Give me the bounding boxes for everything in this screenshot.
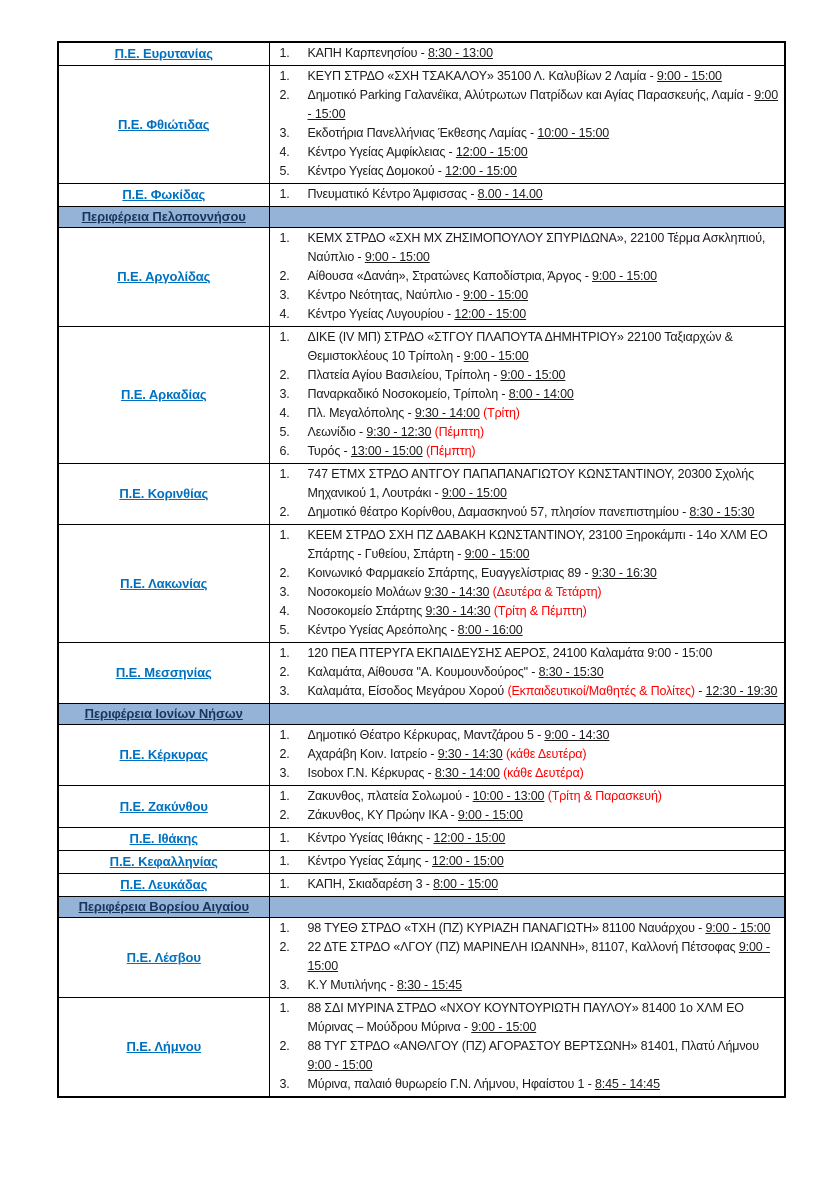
list-item	[278, 503, 779, 522]
list-item	[278, 583, 779, 602]
time-range: 9:00 - 15:00	[463, 288, 529, 302]
items-cell	[269, 464, 785, 525]
item-text-segment: Ζακυνθος, πλατεία Σολωμού -	[307, 789, 473, 803]
item-text-segment: Δημοτικό Parking Γαλανέϊκα, Αλύτρωτων Πατρίδων και Αγίας Παρασκευής, Λαμία -	[307, 88, 755, 102]
items-cell	[269, 66, 785, 184]
item-text	[308, 976, 779, 995]
region-link[interactable]: Π.Ε. Κορινθίας	[119, 486, 209, 501]
item-number: 1.	[279, 46, 290, 60]
time-range: 8:45 - 14:45	[594, 1077, 660, 1091]
region-link[interactable]: Π.Ε. Κέρκυρας	[119, 747, 208, 762]
time-range: 12:00 - 15:00	[454, 307, 527, 321]
region-link[interactable]: Π.Ε. Λακωνίας	[120, 575, 208, 591]
item-text-segment: Κέντρο Υγείας Ιθάκης -	[307, 831, 434, 845]
time-range: 12:00 - 15:00	[445, 164, 517, 178]
item-number: 4.	[279, 145, 290, 159]
item-text-segment: Αχαράβη Κοιν. Ιατρείο -	[307, 747, 438, 761]
item-text-segment: Κέντρο Υγείας Αμφίκλειας -	[307, 145, 456, 159]
item-number: 1.	[279, 69, 290, 83]
item-text	[308, 682, 779, 701]
item-number: 1.	[279, 789, 290, 803]
item-number: 2.	[279, 808, 290, 822]
item-text-segment: 88 ΣΔΙ ΜΥΡΙΝΑ ΣΤΡΔΟ «ΝΧΟΥ ΚΟΥΝΤΟΥΡΙΩΤΗ ΠΑΥΛΟΥ» 81400 1ο ΧΛΜ ΕΟ Μύρινας – Μούδρου Μύρινα -	[307, 1001, 744, 1034]
time-range: 9:00 - 15:00	[307, 1058, 373, 1072]
item-number: 2.	[279, 368, 290, 382]
item-number: 1.	[279, 646, 290, 660]
list-item	[278, 366, 779, 385]
time-range: 13:00 - 15:00	[350, 444, 423, 458]
region-link[interactable]: Π.Ε. Φωκίδας	[122, 187, 206, 202]
item-number: 2.	[279, 269, 290, 283]
day-note: (Δευτέρα & Τετάρτη)	[492, 585, 602, 599]
region-cell	[58, 184, 269, 207]
list-item	[278, 44, 779, 63]
time-range: 10:00 - 13:00	[472, 789, 545, 803]
region-cell	[58, 464, 269, 525]
item-number: 2.	[279, 747, 290, 761]
item-text	[308, 404, 779, 423]
item-number: 3.	[279, 387, 290, 401]
item-number: 3.	[279, 1077, 290, 1091]
time-range: 9:00 - 15:00	[592, 269, 657, 283]
time-range: 8:30 - 15:45	[397, 978, 462, 992]
list-item	[278, 267, 779, 286]
list-item	[278, 787, 779, 806]
list-item	[278, 385, 779, 404]
item-text	[308, 1037, 779, 1075]
item-text-segment: Μύρινα, παλαιό θυρωρείο Γ.Ν. Λήμνου, Ηφαίστου 1 -	[307, 1077, 595, 1091]
list-item	[278, 305, 779, 324]
item-text	[308, 764, 779, 783]
item-number: 2.	[279, 1039, 290, 1053]
list-item	[278, 143, 779, 162]
item-text	[308, 67, 779, 86]
list-item	[278, 829, 779, 848]
time-range: 8:30 - 14:00	[434, 766, 500, 780]
item-text	[308, 162, 779, 181]
region-link[interactable]: Π.Ε. Ιθάκης	[129, 831, 198, 846]
time-range: 8:30 - 15:30	[538, 665, 604, 679]
item-text	[308, 328, 779, 366]
item-number: 3.	[279, 585, 290, 599]
region-link[interactable]: Π.Ε. Αρκαδίας	[120, 387, 207, 402]
item-text	[308, 663, 779, 682]
day-note: (Τρίτη & Πέμπτη)	[493, 604, 587, 618]
section-row-filler	[269, 207, 785, 228]
table-row	[58, 874, 785, 897]
item-text-segment: Αίθουσα «Δανάη», Στρατώνες Καποδίστρια, Άργος -	[307, 269, 593, 283]
time-range: 9:30 - 14:30	[437, 747, 503, 761]
time-range: 9:00 - 15:00	[364, 250, 430, 264]
list-item	[278, 229, 779, 267]
item-text	[308, 366, 779, 385]
region-cell	[58, 327, 269, 464]
list-item	[278, 682, 779, 701]
list-item	[278, 162, 779, 181]
item-text-segment: -	[694, 684, 706, 698]
list-item	[278, 663, 779, 682]
item-text-segment: Πλ. Μεγαλόπολης -	[307, 406, 415, 420]
time-range: 9:00 - 15:00	[441, 486, 507, 500]
item-number: 6.	[279, 444, 290, 458]
item-text-segment: Καλαμάτα, Αίθουσα "Α. Κουμουνδούρος" -	[307, 665, 539, 679]
time-range: 9:00 - 15:00	[307, 940, 770, 973]
item-text	[308, 745, 779, 764]
item-text	[308, 602, 779, 621]
item-text	[308, 787, 779, 806]
item-text-segment: ΚΕΜΧ ΣΤΡΔΟ «ΣΧΗ ΜΧ ΖΗΣΙΜΟΠΟΥΛΟΥ ΣΠΥΡΙΔΩΝΑ», 22100 Τέρμα Ασκληπιού, Ναύπλιο -	[307, 231, 766, 264]
item-text-segment: Κέντρο Υγείας Σάμης -	[307, 854, 432, 868]
time-range: 12:00 - 15:00	[433, 831, 506, 845]
item-text-segment: Νοσοκομείο Μολάων	[307, 585, 425, 599]
time-range: 8:00 - 15:00	[433, 877, 498, 891]
item-text	[308, 503, 779, 522]
day-note: (Τρίτη)	[483, 406, 520, 420]
time-range: 8.00 - 14.00	[477, 187, 543, 201]
item-text	[308, 852, 779, 871]
item-text-segment: ΚΕΥΠ ΣΤΡΔΟ «ΣΧΗ ΤΣΑΚΑΛΟΥ» 35100 Λ. Καλυβίων 2 Λαμία -	[307, 69, 657, 83]
item-number: 4.	[279, 406, 290, 420]
item-text	[308, 919, 779, 938]
item-text-segment: ΚΑΠΗ, Σκιαδαρέση 3 -	[307, 877, 434, 891]
day-note: (Τρίτη & Παρασκευή)	[547, 789, 662, 803]
time-range: 8:30 - 13:00	[427, 46, 493, 60]
list-item	[278, 465, 779, 503]
day-note: (κάθε Δευτέρα)	[503, 766, 584, 780]
table-row	[58, 66, 785, 184]
section-row-filler	[269, 704, 785, 725]
item-number: 4.	[279, 604, 290, 618]
item-text	[308, 564, 779, 583]
region-cell	[58, 66, 269, 184]
item-number: 2.	[279, 505, 290, 519]
time-range: 9:30 - 16:30	[591, 566, 657, 580]
region-cell	[58, 851, 269, 874]
item-text	[308, 229, 779, 267]
region-cell	[58, 874, 269, 897]
item-text	[308, 385, 779, 404]
item-number: 3.	[279, 126, 290, 140]
time-range: 9:30 - 14:30	[424, 585, 490, 599]
item-text-segment: 747 ΕΤΜΧ ΣΤΡΔΟ ΑΝΤΓΟΥ ΠΑΠΑΠΑΝΑΓΙΩΤΟΥ ΚΩΝΣΤΑΝΤΙΝΟΥ, 20300 Σχολής Μηχανικού 1, Λουτράκι -	[307, 467, 754, 500]
list-item	[278, 745, 779, 764]
item-text-segment: Κέντρο Υγείας Λυγουρίου -	[307, 307, 455, 321]
region-link[interactable]: Π.Ε. Ζακύνθου	[119, 798, 208, 814]
item-text-segment: Κέντρο Υγείας Δομοκού -	[307, 164, 446, 178]
list-item	[278, 764, 779, 783]
list-item	[278, 328, 779, 366]
item-text-segment: Τυρός -	[307, 444, 351, 458]
item-number: 2.	[279, 665, 290, 679]
item-number: 1.	[279, 528, 290, 542]
time-range: 9:00 - 15:00	[500, 368, 566, 382]
items-cell	[269, 42, 785, 66]
item-text-segment: Παναρκαδικό Νοσοκομείο, Τρίπολη -	[307, 387, 509, 401]
table-row	[58, 918, 785, 998]
region-schedule-table	[57, 41, 786, 1098]
list-item	[278, 602, 779, 621]
list-item	[278, 564, 779, 583]
time-range: 12:30 - 19:30	[705, 684, 778, 698]
item-number: 3.	[279, 684, 290, 698]
list-item	[278, 938, 779, 976]
table-row	[58, 643, 785, 704]
section-row	[58, 897, 785, 918]
list-item	[278, 124, 779, 143]
item-text-segment: Δημοτικό θέατρο Κορίνθου, Δαμασκηνού 57, πλησίον πανεπιστημίου -	[307, 505, 690, 519]
list-item	[278, 875, 779, 894]
item-number: 3.	[279, 288, 290, 302]
table-row	[58, 228, 785, 327]
items-cell	[269, 828, 785, 851]
item-text	[308, 267, 779, 286]
item-number: 5.	[279, 425, 290, 439]
time-range: 9:00 - 15:00	[471, 1020, 537, 1034]
item-text	[308, 286, 779, 305]
table-row	[58, 42, 785, 66]
section-row	[58, 704, 785, 725]
list-item	[278, 67, 779, 86]
item-text-segment: Κ.Υ Μυτιλήνης -	[307, 978, 397, 992]
item-number: 1.	[279, 854, 290, 868]
items-cell	[269, 851, 785, 874]
section-cell	[58, 704, 269, 725]
item-number: 1.	[279, 831, 290, 845]
region-cell	[58, 228, 269, 327]
items-cell	[269, 643, 785, 704]
list-item	[278, 852, 779, 871]
time-range: 9:30 - 14:30	[425, 604, 491, 618]
list-item	[278, 442, 779, 461]
region-cell	[58, 998, 269, 1098]
list-item	[278, 806, 779, 825]
list-item	[278, 999, 779, 1037]
day-note: (κάθε Δευτέρα)	[505, 747, 587, 761]
item-text	[308, 999, 779, 1037]
item-text-segment: 120 ΠΕΑ ΠΤΕΡΥΓΑ ΕΚΠΑΙΔΕΥΣΗΣ ΑΕΡΟΣ, 24100 Καλαμάτα 9:00 - 15:00	[307, 646, 713, 660]
item-number: 1.	[279, 187, 290, 201]
item-text	[308, 465, 779, 503]
items-cell	[269, 918, 785, 998]
region-link[interactable]: Π.Ε. Αργολίδας	[117, 269, 211, 284]
list-item	[278, 726, 779, 745]
item-number: 1.	[279, 231, 290, 245]
time-range: 9:00 - 15:00	[307, 88, 778, 121]
item-text-segment: Πνευματικό Κέντρο Άμφισσας -	[307, 187, 478, 201]
list-item	[278, 644, 779, 663]
item-text-segment: Κέντρο Νεότητας, Ναύπλιο -	[307, 288, 464, 302]
section-label[interactable]: Περιφέρεια Πελοποννήσου	[81, 209, 246, 224]
item-number: 1.	[279, 728, 290, 742]
time-range: 12:00 - 15:00	[431, 854, 504, 868]
item-number: 1.	[279, 330, 290, 344]
item-text-segment: Εκδοτήρια Πανελλήνιας Έκθεσης Λαμίας -	[307, 126, 538, 140]
items-cell	[269, 228, 785, 327]
section-cell	[58, 207, 269, 228]
region-link[interactable]: Π.Ε. Ευρυτανίας	[114, 46, 213, 61]
list-item	[278, 1037, 779, 1075]
day-note: (Εκπαιδευτικοί/Μαθητές & Πολίτες)	[507, 684, 695, 698]
item-text	[308, 526, 779, 564]
item-number: 1.	[279, 467, 290, 481]
time-range: 10:00 - 15:00	[537, 126, 610, 140]
section-label[interactable]: Περιφέρεια Ιονίων Νήσων	[84, 706, 243, 721]
table-row	[58, 851, 785, 874]
region-cell	[58, 525, 269, 643]
item-text	[308, 44, 779, 63]
list-item	[278, 86, 779, 124]
item-text	[308, 644, 779, 663]
item-number: 1.	[279, 877, 290, 891]
item-number: 1.	[279, 1001, 290, 1015]
section-label[interactable]: Περιφέρεια Βορείου Αιγαίου	[78, 899, 249, 914]
table-row	[58, 828, 785, 851]
time-range: 9:30 - 12:30	[366, 425, 432, 439]
item-text-segment: Κοινωνικό Φαρμακείο Σπάρτης, Ευαγγελίστριας 89 -	[307, 566, 592, 580]
item-text-segment: 22 ΔΤΕ ΣΤΡΔΟ «ΛΓΟΥ (ΠΖ) ΜΑΡΙΝΕΛΗ ΙΩΑΝΝΗ», 81107, Καλλονή Πέτσοφας	[307, 940, 739, 954]
table-row	[58, 184, 785, 207]
item-text-segment: 98 ΤΥΕΘ ΣΤΡΔΟ «ΤΧΗ (ΠΖ) ΚΥΡΙΑΖΗ ΠΑΝΑΓΙΩΤΗ» 81100 Ναυάρχου -	[307, 921, 706, 935]
item-text-segment: ΚΕΕΜ ΣΤΡΔΟ ΣΧΗ ΠΖ ΔΑΒΑΚΗ ΚΩΝΣΤΑΝΤΙΝΟΥ, 23100 Ξηροκάμπι - 14ο ΧΛΜ ΕΟ Σπάρτης - Γυθείου, Σπάρτη -	[307, 528, 768, 561]
item-text	[308, 875, 779, 894]
time-range: 9:30 - 14:00	[414, 406, 480, 420]
item-number: 4.	[279, 307, 290, 321]
region-cell	[58, 828, 269, 851]
time-range: 9:00 - 15:00	[457, 808, 523, 822]
region-cell	[58, 42, 269, 66]
time-range: 9:00 - 15:00	[464, 547, 530, 561]
list-item	[278, 1075, 779, 1094]
item-text-segment: ΔΙΚΕ (IV ΜΠ) ΣΤΡΔΟ «ΣΤΓΟΥ ΠΛΑΠΟΥΤΑ ΔΗΜΗΤΡΙΟΥ» 22100 Ταξιαρχών & Θεμιστοκλέους 10 Τρίπολη -	[307, 330, 733, 363]
item-number: 5.	[279, 164, 290, 178]
table-row	[58, 327, 785, 464]
day-note: (Πέμπτη)	[434, 425, 485, 439]
region-link[interactable]: Π.Ε. Λευκάδας	[120, 877, 208, 892]
time-range: 8:00 - 14:00	[508, 387, 574, 401]
region-cell	[58, 786, 269, 828]
region-link[interactable]: Π.Ε. Κεφαλληνίας	[109, 854, 218, 869]
list-item	[278, 526, 779, 564]
item-text-segment: Κέντρο Υγείας Αρεόπολης -	[307, 623, 458, 637]
table-row	[58, 725, 785, 786]
item-text	[308, 185, 779, 204]
region-link[interactable]: Π.Ε. Μεσσηνίας	[115, 665, 212, 680]
item-text	[308, 829, 779, 848]
list-item	[278, 404, 779, 423]
region-link[interactable]: Π.Ε. Λήμνου	[126, 1039, 202, 1054]
item-number: 3.	[279, 766, 290, 780]
region-table-body	[58, 42, 785, 1097]
item-number: 2.	[279, 566, 290, 580]
region-link[interactable]: Π.Ε. Φθιώτιδας	[118, 116, 210, 132]
items-cell	[269, 786, 785, 828]
table-row	[58, 998, 785, 1098]
item-text-segment: ΚΑΠΗ Καρπενησίου -	[307, 46, 428, 60]
items-cell	[269, 874, 785, 897]
item-text	[308, 143, 779, 162]
item-text	[308, 583, 779, 602]
item-text-segment: Isobox Γ.Ν. Κέρκυρας -	[307, 766, 435, 780]
table-row	[58, 786, 785, 828]
items-cell	[269, 184, 785, 207]
item-text-segment: Δημοτικό Θέατρο Κέρκυρας, Μαντζάρου 5 -	[307, 728, 545, 742]
region-link[interactable]: Π.Ε. Λέσβου	[126, 949, 201, 965]
items-cell	[269, 525, 785, 643]
item-text	[308, 423, 779, 442]
time-range: 12:00 - 15:00	[455, 145, 528, 159]
item-text	[308, 124, 779, 143]
item-text	[308, 938, 779, 976]
item-text-segment: 88 ΤΥΓ ΣΤΡΔΟ «ΑΝΘΛΓΟΥ (ΠΖ) ΑΓΟΡΑΣΤΟΥ ΒΕΡΤΣΩΝΗ» 81401, Πλατύ Λήμνου	[307, 1039, 759, 1053]
region-cell	[58, 643, 269, 704]
list-item	[278, 185, 779, 204]
list-item	[278, 286, 779, 305]
time-range: 9:00 - 15:00	[656, 69, 722, 83]
region-cell	[58, 725, 269, 786]
list-item	[278, 423, 779, 442]
item-text	[308, 621, 779, 640]
item-text-segment: Νοσοκομείο Σπάρτης	[307, 604, 426, 618]
item-text	[308, 726, 779, 745]
list-item	[278, 621, 779, 640]
item-text	[308, 305, 779, 324]
item-number: 1.	[279, 921, 290, 935]
section-row-filler	[269, 897, 785, 918]
table-row	[58, 464, 785, 525]
time-range: 9:00 - 14:30	[544, 728, 610, 742]
item-text-segment: Καλαμάτα, Είσοδος Μεγάρου Χορού	[307, 684, 508, 698]
time-range: 9:00 - 15:00	[463, 349, 529, 363]
region-cell	[58, 918, 269, 998]
item-text	[308, 442, 779, 461]
time-range: 8:30 - 15:30	[689, 505, 755, 519]
items-cell	[269, 725, 785, 786]
day-note: (Πέμπτη)	[425, 444, 476, 458]
item-number: 3.	[279, 978, 290, 992]
items-cell	[269, 327, 785, 464]
time-range: 8:00 - 16:00	[457, 623, 523, 637]
item-number: 5.	[279, 623, 290, 637]
item-text	[308, 86, 779, 124]
item-text-segment: Λεωνίδιο -	[307, 425, 367, 439]
item-text	[308, 1075, 779, 1094]
item-number: 2.	[279, 940, 290, 954]
list-item	[278, 919, 779, 938]
list-item	[278, 976, 779, 995]
table-row	[58, 525, 785, 643]
section-cell	[58, 897, 269, 918]
item-text-segment: Ζάκυνθος, ΚΥ Πρώην ΙΚΑ -	[307, 808, 458, 822]
item-number: 2.	[279, 88, 290, 102]
items-cell	[269, 998, 785, 1098]
item-text-segment: Πλατεία Αγίου Βασιλείου, Τρίπολη -	[307, 368, 501, 382]
time-range: 9:00 - 15:00	[705, 921, 771, 935]
item-text	[308, 806, 779, 825]
section-row	[58, 207, 785, 228]
